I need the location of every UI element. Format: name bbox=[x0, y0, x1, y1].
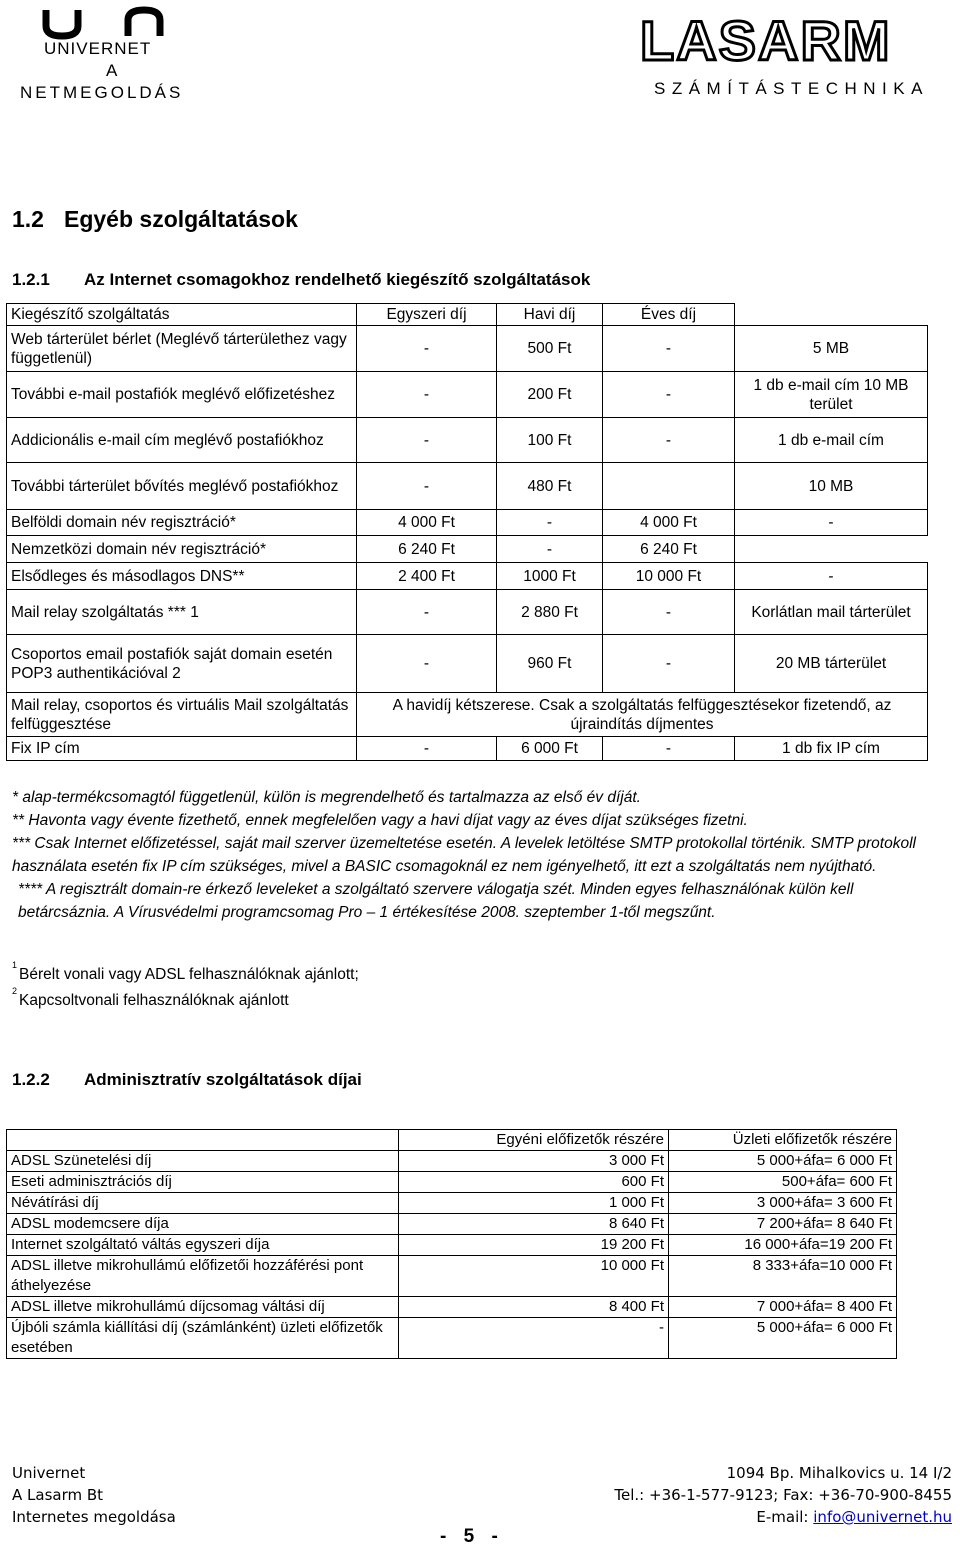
subsection-title: Adminisztratív szolgáltatások díjai bbox=[84, 1070, 362, 1089]
cell: 1 000 Ft bbox=[399, 1193, 669, 1214]
cell: 1 db e-mail cím bbox=[735, 418, 928, 463]
table-row bbox=[7, 1256, 897, 1297]
lasarm-logo bbox=[640, 6, 950, 101]
footer-address: 1094 Bp. Mihalkovics u. 14 I/2 bbox=[726, 1464, 952, 1482]
cell-suspend-note: A havidíj kétszerese. Csak a szolgáltatás felfüggesztésekor fizetendő, az újraindítás díjmentes bbox=[357, 693, 928, 737]
cell: 19 200 Ft bbox=[399, 1235, 669, 1256]
cell: - bbox=[357, 737, 497, 761]
header-cell: Havi díj bbox=[497, 304, 603, 326]
footer-company: Univernet bbox=[12, 1464, 86, 1482]
note: *** Csak Internet előfizetéssel, saját mail szerver üzemeltetése esetén. A levelek letöltése SMTP protokollal történik. SMTP protokoll használata esetén fix IP cím szükséges, mivel a BASIC csomagoknál ez nem igényelhető, itt ezt a szolgáltatás nem nyújtható. bbox=[12, 835, 916, 875]
cell: 10 000 Ft bbox=[603, 563, 735, 590]
supplementary-services-table bbox=[6, 303, 928, 761]
cell: Mail relay, csoportos és virtuális Mail szolgáltatás felfüggesztése bbox=[7, 693, 357, 737]
footnote-mark: 2 bbox=[12, 986, 18, 996]
cell: - bbox=[357, 418, 497, 463]
header-cell bbox=[735, 304, 928, 326]
subsection-heading-2 bbox=[12, 1070, 362, 1090]
cell bbox=[603, 463, 735, 510]
cell: 5 000+áfa= 6 000 Ft bbox=[669, 1318, 897, 1359]
table-row bbox=[7, 536, 928, 563]
cell: Addicionális e-mail cím meglévő postafiókhoz bbox=[7, 418, 357, 463]
cell: 10 000 Ft bbox=[399, 1256, 669, 1297]
cell: 6 240 Ft bbox=[603, 536, 735, 563]
cell: 2 880 Ft bbox=[497, 590, 603, 635]
footer-tagline: Internetes megoldása bbox=[12, 1508, 176, 1526]
cell: 6 240 Ft bbox=[357, 536, 497, 563]
cell: - bbox=[399, 1318, 669, 1359]
cell: Újbóli számla kiállítási díj (számlánként) üzleti előfizetők esetében bbox=[7, 1318, 399, 1359]
table-row bbox=[7, 737, 928, 761]
cell: Nemzetközi domain név regisztráció* bbox=[7, 536, 357, 563]
cell: 10 MB bbox=[735, 463, 928, 510]
table-row bbox=[7, 590, 928, 635]
cell: - bbox=[603, 326, 735, 372]
cell: 8 333+áfa=10 000 Ft bbox=[669, 1256, 897, 1297]
cell: 5 MB bbox=[735, 326, 928, 372]
table-row bbox=[7, 418, 928, 463]
logo-left-tagline: NETMEGOLDÁS bbox=[20, 83, 184, 102]
cell: - bbox=[497, 536, 603, 563]
table-row bbox=[7, 1214, 897, 1235]
subsection-number: 1.2.2 bbox=[12, 1070, 50, 1089]
table-row bbox=[7, 1151, 897, 1172]
section-number: 1.2 bbox=[12, 206, 44, 232]
email-label: E-mail: bbox=[756, 1508, 814, 1526]
cell: 8 640 Ft bbox=[399, 1214, 669, 1235]
table-row bbox=[7, 1297, 897, 1318]
table-row bbox=[7, 510, 928, 536]
table-row bbox=[7, 1235, 897, 1256]
table-row bbox=[7, 563, 928, 590]
table-row bbox=[7, 1318, 897, 1359]
note: * alap-termékcsomagtól függetlenül, külön is megrendelhető és tartalmazza az első év díját. bbox=[12, 789, 641, 806]
cell: 600 Ft bbox=[399, 1172, 669, 1193]
cell: Belföldi domain név regisztráció* bbox=[7, 510, 357, 536]
footer-left bbox=[12, 1462, 176, 1528]
cell: További tárterület bővítés meglévő postafiókhoz bbox=[7, 463, 357, 510]
cell: - bbox=[357, 590, 497, 635]
cell: 7 000+áfa= 8 400 Ft bbox=[669, 1297, 897, 1318]
footnote-text: Kapcsoltvonali felhasználóknak ajánlott bbox=[19, 992, 289, 1009]
cell: Fix IP cím bbox=[7, 737, 357, 761]
table-row bbox=[7, 1193, 897, 1214]
footnote-1 bbox=[12, 960, 359, 984]
univernet-logo bbox=[18, 4, 218, 104]
table-row bbox=[7, 326, 928, 372]
cell: 6 000 Ft bbox=[497, 737, 603, 761]
header-cell: Egyszeri díj bbox=[357, 304, 497, 326]
cell: Eseti adminisztrációs díj bbox=[7, 1172, 399, 1193]
cell: 3 000 Ft bbox=[399, 1151, 669, 1172]
cell: 1000 Ft bbox=[497, 563, 603, 590]
cell: - bbox=[357, 326, 497, 372]
cell: - bbox=[603, 418, 735, 463]
cell: 4 000 Ft bbox=[603, 510, 735, 536]
cell: 1 db fix IP cím bbox=[735, 737, 928, 761]
page-number: - 5 - bbox=[440, 1526, 504, 1547]
cell: - bbox=[357, 635, 497, 693]
cell bbox=[735, 536, 928, 563]
notes-block bbox=[12, 786, 942, 924]
section-title: Egyéb szolgáltatások bbox=[63, 206, 298, 232]
table-row bbox=[7, 1172, 897, 1193]
cell: - bbox=[357, 372, 497, 418]
header-cell: Éves díj bbox=[603, 304, 735, 326]
cell: - bbox=[603, 737, 735, 761]
header-cell: Egyéni előfizetők részére bbox=[399, 1130, 669, 1151]
cell: 7 200+áfa= 8 640 Ft bbox=[669, 1214, 897, 1235]
cell: - bbox=[603, 590, 735, 635]
cell: 20 MB tárterület bbox=[735, 635, 928, 693]
cell: Internet szolgáltató váltás egyszeri díja bbox=[7, 1235, 399, 1256]
header-cell bbox=[7, 1130, 399, 1151]
cell: További e-mail postafiók meglévő előfizetéshez bbox=[7, 372, 357, 418]
cell: 500+áfa= 600 Ft bbox=[669, 1172, 897, 1193]
footer-phone: Tel.: +36-1-577-9123; Fax: +36-70-900-8455 bbox=[614, 1486, 952, 1504]
footnote-mark: 1 bbox=[12, 960, 18, 970]
section-heading bbox=[12, 206, 298, 233]
cell: ADSL illetve mikrohullámú díjcsomag váltási díj bbox=[7, 1297, 399, 1318]
cell: 200 Ft bbox=[497, 372, 603, 418]
logo-left-brand: UNIVERNET bbox=[44, 39, 152, 58]
cell: ADSL modemcsere díja bbox=[7, 1214, 399, 1235]
admin-fees-table bbox=[6, 1129, 897, 1359]
table-row bbox=[7, 635, 928, 693]
footer-right bbox=[614, 1462, 952, 1528]
cell: 1 db e-mail cím 10 MB terület bbox=[735, 372, 928, 418]
cell: Korlátlan mail tárterület bbox=[735, 590, 928, 635]
cell: 960 Ft bbox=[497, 635, 603, 693]
footer-parent: A Lasarm Bt bbox=[12, 1486, 104, 1504]
footnote-2 bbox=[12, 986, 289, 1010]
cell: 500 Ft bbox=[497, 326, 603, 372]
cell: ADSL Szünetelési díj bbox=[7, 1151, 399, 1172]
cell: 5 000+áfa= 6 000 Ft bbox=[669, 1151, 897, 1172]
cell: - bbox=[603, 372, 735, 418]
cell: 2 400 Ft bbox=[357, 563, 497, 590]
cell: Web tárterület bérlet (Meglévő tárterülethez vagy függetlenül) bbox=[7, 326, 357, 372]
logo-left-a: A bbox=[106, 61, 118, 80]
cell: - bbox=[735, 510, 928, 536]
cell: Csoportos email postafiók saját domain esetén POP3 authentikációval 2 bbox=[7, 635, 357, 693]
table-header-row bbox=[7, 304, 928, 326]
subsection-title: Az Internet csomagokhoz rendelhető kiegészítő szolgáltatások bbox=[84, 270, 591, 289]
email-link[interactable]: info@univernet.hu bbox=[813, 1508, 952, 1526]
cell: ADSL illetve mikrohullámú előfizetői hozzáférési pont áthelyezése bbox=[7, 1256, 399, 1297]
cell: 4 000 Ft bbox=[357, 510, 497, 536]
cell: - bbox=[735, 563, 928, 590]
cell: - bbox=[603, 635, 735, 693]
table-row-suspend bbox=[7, 693, 928, 737]
note: ** Havonta vagy évente fizethető, ennek megfelelően vagy a havi díjat vagy az éves díjat szükséges fizetni. bbox=[12, 812, 748, 829]
table-header-row bbox=[7, 1130, 897, 1151]
table-row bbox=[7, 463, 928, 510]
table-row bbox=[7, 372, 928, 418]
header-cell: Üzleti előfizetők részére bbox=[669, 1130, 897, 1151]
subsection-number: 1.2.1 bbox=[12, 270, 50, 289]
cell: 480 Ft bbox=[497, 463, 603, 510]
cell: 16 000+áfa=19 200 Ft bbox=[669, 1235, 897, 1256]
logo-right-tagline: SZÁMÍTÁSTECHNIKA bbox=[654, 79, 929, 98]
cell: Mail relay szolgáltatás *** 1 bbox=[7, 590, 357, 635]
cell: - bbox=[497, 510, 603, 536]
cell: 3 000+áfa= 3 600 Ft bbox=[669, 1193, 897, 1214]
cell: Névátírási díj bbox=[7, 1193, 399, 1214]
cell: 8 400 Ft bbox=[399, 1297, 669, 1318]
footnote-text: Bérelt vonali vagy ADSL felhasználóknak ajánlott; bbox=[19, 966, 359, 983]
cell: 100 Ft bbox=[497, 418, 603, 463]
subsection-heading-1 bbox=[12, 270, 590, 290]
cell: - bbox=[357, 463, 497, 510]
footer-email-line bbox=[614, 1506, 952, 1528]
note: **** A regisztrált domain-re érkező leveleket a szolgáltató szervere válogatja szét. Minden egyes felhasználónak külön kell betárcsáznia. A Vírusvédelmi programcsomag Pro – 1 értékesítése 2008. szeptember 1-től megszűnt. bbox=[18, 881, 854, 921]
cell: Elsődleges és másodlagos DNS** bbox=[7, 563, 357, 590]
logo-right-brand: LASARM bbox=[640, 9, 892, 72]
header-cell: Kiegészítő szolgáltatás bbox=[7, 304, 357, 326]
